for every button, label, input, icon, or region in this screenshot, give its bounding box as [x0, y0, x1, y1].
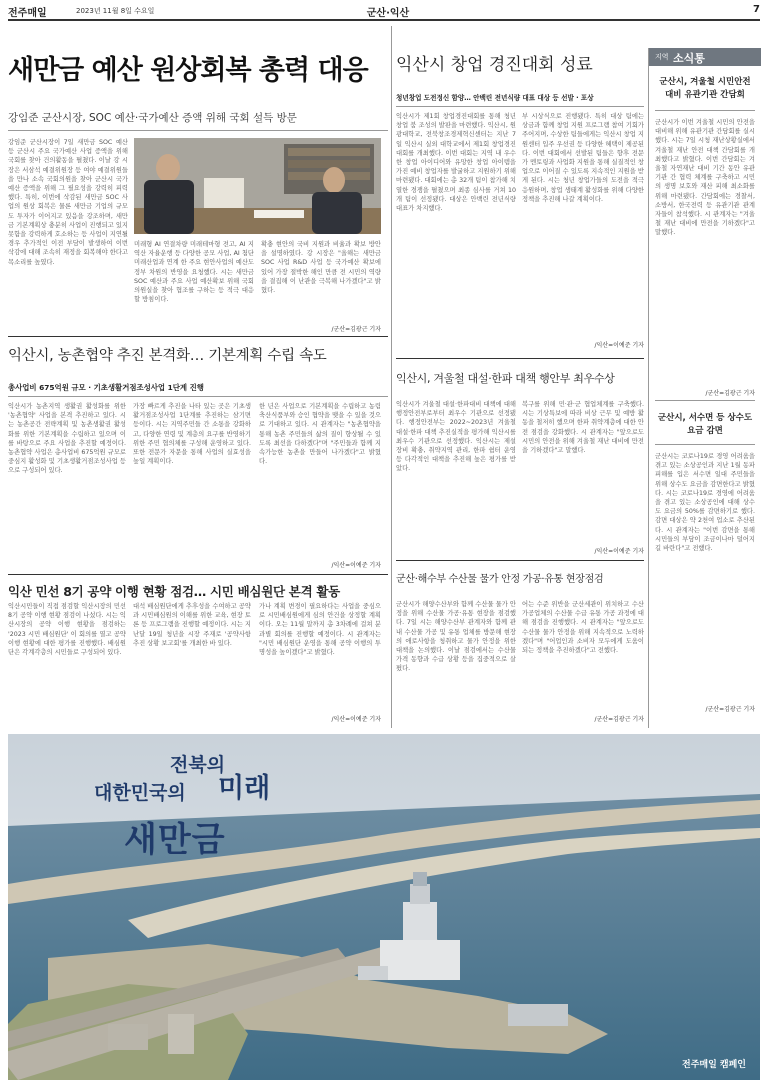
sidebar-item1-rule: [655, 110, 755, 111]
sidebar-split: [655, 400, 755, 401]
farm-col3: 한 년은 사업으로 기본계획을 수립하고 농림축산식품부와 승인 협약을 맺을 수 있을 것으로 기대하고 있다. 시 관계자는 "농촌협약을 통해 농촌 주민들의 삶의 질이 향상될 수 있도록 최선을 다하겠다"며 "주민들과 함께 지속가능한 농촌을 만들어 나가겠다"고 밝혔다.: [259, 403, 381, 466]
pledge-headline: 익산 민선 8기 공약 이행 현황 점검… 시민 배심원단 본격 활동: [8, 584, 340, 599]
masthead: [8, 4, 760, 20]
sidebar: [648, 48, 760, 728]
lead-rule: [8, 130, 388, 131]
pledge-rule: [8, 574, 388, 575]
pledge-col2: 대석 배심원단에게 추후성을 수여하고 공약과 시민배심원의 이해를 위한 교육, 현장 토론 등 프로그램을 진행할 예정이다. 시는 지난달 19일 청년을 시장 주재로 '공약사항 추진 상황 보고회'를 개최한 바 있다.: [133, 603, 251, 647]
issue-date: 2023년 11월 8일 수요일: [76, 7, 155, 15]
lead-photo: [134, 138, 381, 234]
sidebar-title: 소식통: [673, 52, 705, 65]
pledge-byline: /익산=이예준 기자: [331, 716, 381, 723]
seafood-headline: 군산·해수부 수산물 물가 안정 가공·유통 현장점검: [396, 574, 604, 585]
startup-col2: 부 시상식으로 진행됐다. 특히 대상 팀에는 상금과 함께 창업 지원 프로그램 참여 기회가 주어지며, 수상한 팀들에게는 익산시 창업 지원센터 입주 우선권 등 다양한 혜택이 제공된다. 이번 대회에서 선발된 팀들은 향후 전문가 멘토링과 사업화 지원을 통해 실질적인 창업으로 이어질 수 있도록 지속적인 지원을 받게 된다. 시는 청년 창업가들의 도전을 적극 응원하며, 창업 생태계 활성화를 위해 다양한 정책을 추진해 나갈 계획이다.: [522, 113, 644, 203]
startup-rule: [396, 106, 644, 107]
banner-line2: 대한민국의: [94, 782, 186, 804]
sidebar-item2-body: 군산시는 코로나19로 경영 어려움을 겪고 있는 소상공인과 지난 1월 동파피해를 입은 서수면 일대 주민들을 위해 상수도 요금을 감면한다고 밝혔다. 시는 코로나19로 경영에 어려움을 겪고 있는 소상공인에 대해 상수도 요금의 50%를 감면하기로 했다. 감면 대상은 약 2천여 업소로 추산된다. 시 관계자는 "이번 감면을 통해 시민들의 부담이 조금이나마 덜어지길 바란다"고 전했다.: [655, 453, 755, 553]
pledge-col3: 가나 계획 변경이 필요하다는 사업을 중심으로 시민배심원에게 심의 안건을 상정할 계획이다. 오는 11월 말까지 총 3차례에 걸쳐 분과별 회의를 진행할 예정이다. 시 관계자는 "시민 배심원단 운영을 통해 공약 이행의 투명성을 높이겠다"고 밝혔다.: [259, 603, 381, 657]
banner-line1: 전북의: [170, 754, 226, 776]
startup-byline: /익산=이예준 기자: [594, 342, 644, 349]
sidebar-item1-byline: /군산=김광근 기자: [705, 390, 755, 397]
lead-col2: 미래형 AI 연결차량 미래테마형 전고, AI 지역산 자율운행 등 다양한 공모 사업, AI 첨단미래산업과 연계 한 주요 현안사업의 예산도 정부 차원의 반영을 요청했다. 시는 새만금 SOC 예산과 주요 사업 예산확보 위해 국회 의원실을 찾아 협조를 구하는 등 적극 대응 할 방침이다.: [134, 241, 254, 304]
farm-byline: /익산=이예준 기자: [331, 562, 381, 569]
seafood-byline: /군산=김광근 기자: [594, 716, 644, 723]
seafood-col2: 어는 수준 위반을 군산세관이 위치하고 수산가공업체의 수산물 수급 유통 가공 과정에 대해 점검을 진행했다. 시 관계자는 "앞으로도 수산물 물가 안정을 위해 지속적으로 노력하겠다"며 "어업인과 소비자 모두에게 도움이 되는 정책을 추진하겠다"고 전했다.: [522, 601, 644, 655]
startup-subhead: 청년창업 도전정신 함양… 안백린 전년식량 대표 대상 등 선발 · 포상: [396, 94, 594, 102]
mid-divider: [391, 26, 392, 728]
banner-credit: 전주매일 캠페인: [682, 1060, 746, 1070]
winter-col1: 익산시가 겨울철 대설·한파대비 대책에 대해 행정안전부로부터 최우수 기관으로 선정됐다. 행정안전부는 2022~2023년 겨울철 대설·한파 대책 추진실적을 평가해 익산시를 최우수 기관으로 선정했다. 익산시는 제설 장비 확충, 취약지역 관리, 한파 쉼터 운영 등 다각적인 대책을 추진해 높은 평가를 받았다.: [396, 401, 516, 473]
winter-byline: /익산=이예준 기자: [594, 548, 644, 555]
sidebar-item2-headline: 군산시, 서수면 등 상수도 요금 감면: [657, 413, 753, 436]
seafood-col1: 군산시가 해양수산부와 함께 수산물 물가 안정을 위해 수산물 가공·유통 현장을 점검했다. 7일 시는 해양수산부 관계자와 함께 관내 수산물 가공 및 유통 업체를 방문해 현장의 애로사항을 청취하고 물가 안정을 위한 대책을 논의했다. 이날 점검에서는 수산물 가격 동향과 수급 상황 등을 집중적으로 살폈다.: [396, 601, 516, 673]
farm-subhead: 총사업비 675억원 규모 · 기초생활거점조성사업 1단계 진행: [8, 383, 204, 392]
sidebar-item2-rule: [655, 444, 755, 445]
farm-col1: 익산시가 농촌지역 생활권 활성화를 위한 '농촌협약' 사업을 본격 추진하고 있다. 시는 농촌공간 전략계획 및 농촌생활권 활성화를 위한 기본계획을 수립하고 있으며 이를 바탕으로 주요 사업을 추진할 예정이다. 농촌협약 사업은 총사업비 675억원 규모로 중심지 활성화 및 기초생활거점조성사업 등으로 구성되어 있다.: [8, 403, 126, 475]
lead-col3: 확충 현안의 국비 지원과 비율과 확보 방안을 설명하였다. 강 시장은 "올해는 새만금 SOC 사업 R&D 사업 등 국가예산 확보에 있어 가장 절박한 해인 만큼 전 시민의 역량을 결집해 이 난관을 극복해 나가겠다"고 밝혔다.: [261, 241, 381, 295]
pledge-col1: 익산시민들이 직접 점검할 익산시장의 민선 8기 공약 이행 현황 점검이 나섰다. 시는 익산시장의 공약 이행 현황을 점검하는 '2023 시민 배심원단' 이 회의를 열고 공약 이행 현황에 대한 평가를 진행했다. 배심원단은 각계각층의 시민들로 구성되어 있다.: [8, 603, 126, 657]
masthead-rule: [8, 19, 760, 21]
winter-col2: 복구를 위해 민·관·군 협업체계를 구축했다. 시는 기상특보에 따라 비상 근무 및 예방 활동을 철저히 했으며 한파 취약계층에 대한 안전 점검을 강화했다. 시 관계자는 "앞으로도 시민의 안전을 위해 겨울철 재난 대비에 만전을 기하겠다"고 말했다.: [522, 401, 644, 455]
startup-col1: 익산시가 제1회 창업경진대회를 통해 청년창업 붐 조성의 발판을 마련했다. 익산시, 원광대학교, 전북창조경제혁신센터는 지난 7일 익산시 실외 대학교에서 제1회 창업경진대회를 개최했다. 이번 대회는 지역 내 우수한 창업 아이디어와 유망한 창업 아이템을 가진 예비 창업자를 발굴하고 지원하기 위해 마련됐다. 대회에는 총 32개 팀이 참가해 치열한 경쟁을 펼쳤으며 최종 심사를 거쳐 10개 팀이 선정됐다. 대상은 안백린 전년식량 대표가 차지했다.: [396, 113, 516, 213]
farm-sub-rule: [8, 396, 388, 397]
winter-headline: 익산시, 겨울철 대설·한파 대책 행안부 최우수상: [396, 372, 615, 385]
sidebar-item1-headline: 군산시, 겨울철 시민안전 대비 유관기관 간담회: [659, 77, 751, 100]
winter-rule: [396, 358, 644, 359]
campaign-banner: [8, 734, 760, 1080]
startup-headline: 익산시 창업 경진대회 성료: [396, 55, 593, 75]
lead-byline: /군산=김광근 기자: [331, 326, 381, 333]
page-number: 7: [753, 4, 760, 15]
seafood-rule: [396, 560, 644, 561]
lead-subhead: 강임준 군산시장, SOC 예산·국가예산 증액 위해 국회 설득 방문: [8, 112, 297, 124]
sidebar-header: [649, 48, 761, 66]
sidebar-tag: 지역: [655, 53, 669, 61]
meeting-photo-illustration: [134, 138, 381, 234]
banner-accent: 미래: [218, 773, 271, 804]
paper-name: 전주매일: [8, 8, 47, 19]
lead-headline: 새만금 예산 원상회복 총력 대응: [8, 55, 368, 86]
farm-headline: 익산시, 농촌협약 추진 본격화… 기본계획 수립 속도: [8, 348, 327, 364]
sidebar-item2-byline: /군산=김광근 기자: [705, 706, 755, 713]
section-name: 군산·익산: [366, 8, 410, 19]
banner-main: 새만금: [124, 820, 226, 860]
farm-col2: 가장 빠르게 추진을 나타 있는 곳은 기초생활거점조성사업 1단계를 추진하는 삼기면 등이다. 시는 지역주민들 간 소통을 강화하고, 다양한 연령 및 계층의 요구를 반영하기 위한 주민 협의체를 구성해 운영하고 있다. 또한 전문가 자문을 통해 사업의 실효성을 높일 계획이다.: [133, 403, 251, 466]
lead-col1: 강임준 군산시장이 7일 새만금 SOC 예산 등 군산시 주요 국가예산 사업 증액을 위해 국회를 찾아 건의활동을 펼쳤다. 이날 강 시장은 서삼석 예결위원장 등 여야 예결위원들을 만나 소속 국회의원을 찾아 군산시 국가예산 증액을 위해 그 필요성을 강력히 피력했다. 특히, 이번에 삭감된 새만금 SOC 사업의 원상 회복은 물론 새만금 기업의 규모도 투자가 이어지고 있음을 강조하며, 새만금 기본계획상 충분히 사업이 진행되고 있지 못함을 강력하게 호소하는 등 사업이 지연될 경우 추가적인 이전 부담이 발생하여 이번 삭감에 대해 조속히 재정을 회복해야 한다고 목소리를 높였다.: [8, 139, 128, 266]
farm-rule: [8, 336, 388, 337]
sidebar-item1-body: 군산시가 이번 겨울철 시민의 안전을 대비해 위해 유관기관 간담회를 실시했다. 시는 7일 시청 재난상황실에서 겨울철 재난 안전 대책 간담회를 개최했다고 밝혔다. 이번 간담회는 겨울철 자연재난 대비 기간 동안 유관기관 간 협력 체계를 구축하고 시민의 생명 보호와 재산 피해 최소화를 위해 마련됐다. 간담회에는 경찰서, 소방서, 한국전력 등 유관기관 관계자들이 참석했다. 시 관계자는 "겨울철 재난 대비에 만전을 기하겠다"고 말했다.: [655, 119, 755, 237]
